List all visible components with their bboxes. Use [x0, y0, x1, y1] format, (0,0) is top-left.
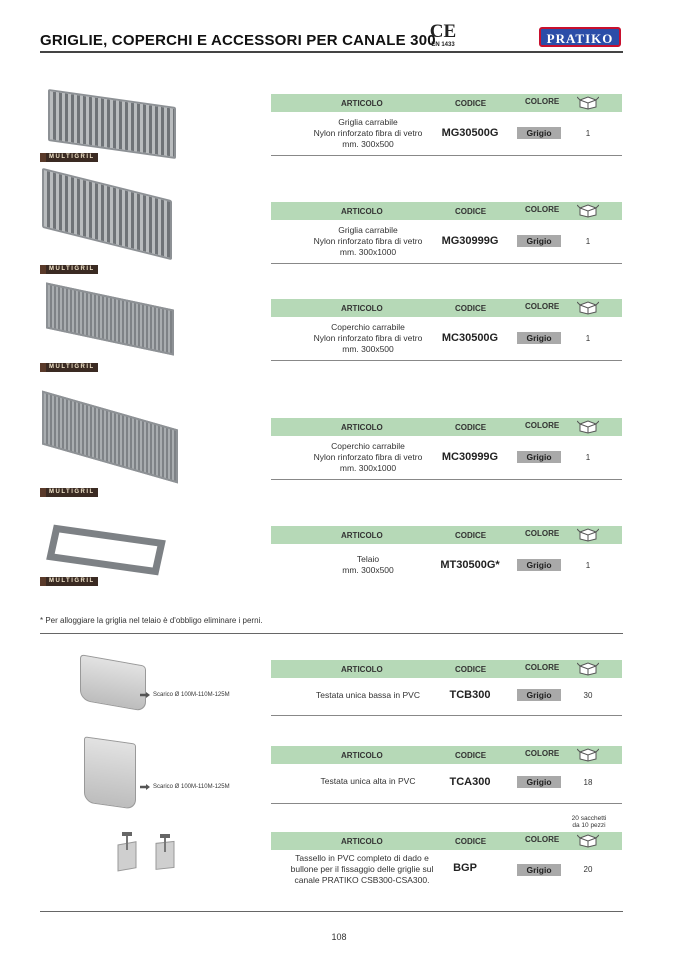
product-table: [271, 526, 622, 588]
package-note: 20 sacchetti da 10 pezzi: [571, 815, 607, 829]
product-code: TCB300: [449, 689, 491, 701]
product-code: MC30500G: [441, 332, 499, 344]
multigril-badge: MULTIGRIL: [40, 153, 98, 162]
ce-mark: CE: [429, 21, 457, 42]
product-description: Coperchio carrabile Nylon rinforzato fibra di vetro mm. 300x500: [313, 322, 423, 354]
col-codice: CODICE: [455, 531, 487, 540]
multigril-badge: MULTIGRIL: [40, 363, 98, 372]
col-articolo: ARTICOLO: [341, 304, 383, 313]
quantity: 1: [585, 561, 591, 570]
product-image-grate-500: [48, 89, 176, 159]
color-badge: Grigio: [517, 332, 561, 344]
col-articolo: ARTICOLO: [341, 751, 383, 760]
page-number: 108: [331, 932, 347, 942]
section-divider: [40, 633, 623, 634]
col-codice: CODICE: [455, 837, 487, 846]
scarico-label: Scarico Ø 100M-110M-125M: [140, 692, 230, 698]
table-header: [271, 832, 622, 850]
product-code: MG30500G: [441, 127, 499, 139]
col-colore: COLORE: [525, 529, 560, 538]
ce-mark-logo: [426, 22, 460, 49]
brand-logo: PRATIKO: [539, 27, 621, 47]
quantity: 18: [583, 778, 593, 787]
product-image-frame: [46, 525, 166, 576]
col-articolo: ARTICOLO: [341, 207, 383, 216]
color-badge: Grigio: [517, 864, 561, 876]
product-description: Telaio mm. 300x500: [342, 554, 394, 575]
multigril-badge: MULTIGRIL: [40, 488, 98, 497]
col-articolo: ARTICOLO: [341, 837, 383, 846]
product-description: Griglia carrabile Nylon rinforzato fibra di vetro mm. 300x1000: [313, 225, 423, 257]
col-codice: CODICE: [455, 751, 487, 760]
quantity: 20: [583, 865, 593, 874]
box-icon: [577, 833, 599, 848]
col-codice: CODICE: [455, 207, 487, 216]
product-code: TCA300: [449, 776, 491, 788]
color-badge: Grigio: [517, 451, 561, 463]
accessory-table: [271, 746, 622, 804]
col-colore: COLORE: [525, 663, 560, 672]
quantity: 1: [585, 453, 591, 462]
footnote: * Per alloggiare la griglia nel telaio è d'obbligo eliminare i perni.: [40, 616, 263, 625]
col-codice: CODICE: [455, 304, 487, 313]
box-icon: [577, 95, 599, 110]
box-icon: [577, 747, 599, 762]
product-code: MG30999G: [441, 235, 499, 247]
table-row: [271, 220, 622, 264]
color-badge: Grigio: [517, 559, 561, 571]
box-icon: [577, 300, 599, 315]
col-codice: CODICE: [455, 665, 487, 674]
accessory-table: [271, 832, 622, 890]
product-description: Tassello in PVC completo di dado e bullone per il fissaggio delle griglie sul canale PRATIKO CSB300-CSA300.: [290, 853, 434, 885]
ce-norm: EN 1433: [431, 42, 455, 48]
table-row: [271, 850, 622, 890]
table-header: [271, 94, 622, 112]
header-divider: [40, 51, 623, 53]
col-colore: COLORE: [525, 835, 560, 844]
accessory-image-tassello: [112, 832, 192, 878]
box-icon: [577, 527, 599, 542]
accessory-table: [271, 660, 622, 716]
arrow-right-icon: [140, 784, 150, 790]
product-code: MT30500G*: [440, 559, 500, 571]
col-articolo: ARTICOLO: [341, 531, 383, 540]
color-badge: Grigio: [517, 127, 561, 139]
col-articolo: ARTICOLO: [341, 99, 383, 108]
col-colore: COLORE: [525, 205, 560, 214]
table-header: [271, 202, 622, 220]
table-header: [271, 299, 622, 317]
col-colore: COLORE: [525, 97, 560, 106]
quantity: 1: [585, 334, 591, 343]
table-row: [271, 764, 622, 804]
table-header: [271, 660, 622, 678]
page-title: GRIGLIE, COPERCHI E ACCESSORI PER CANALE 300: [40, 32, 436, 49]
multigril-badge: MULTIGRIL: [40, 265, 98, 274]
accessory-image-testata-bassa: [80, 654, 146, 712]
col-colore: COLORE: [525, 421, 560, 430]
table-header: [271, 418, 622, 436]
table-row: [271, 678, 622, 716]
col-colore: COLORE: [525, 749, 560, 758]
product-image-grate-1000: [42, 168, 172, 260]
product-description: Testata unica bassa in PVC: [316, 690, 420, 700]
table-row: [271, 436, 622, 480]
color-badge: Grigio: [517, 689, 561, 701]
color-badge: Grigio: [517, 235, 561, 247]
table-row: [271, 112, 622, 156]
col-codice: CODICE: [455, 99, 487, 108]
quantity: 1: [585, 237, 591, 246]
arrow-right-icon: [140, 692, 150, 698]
scarico-label: Scarico Ø 100M-110M-125M: [140, 784, 230, 790]
col-codice: CODICE: [455, 423, 487, 432]
product-image-cover-1000: [42, 391, 178, 484]
box-icon: [577, 419, 599, 434]
product-table: [271, 418, 622, 480]
footer-divider: [40, 911, 623, 912]
product-table: [271, 202, 622, 264]
product-table: [271, 299, 622, 361]
quantity: 30: [583, 691, 593, 700]
multigril-badge: MULTIGRIL: [40, 577, 98, 586]
accessory-image-testata-alta: [84, 736, 136, 809]
box-icon: [577, 203, 599, 218]
col-colore: COLORE: [525, 302, 560, 311]
table-header: [271, 746, 622, 764]
quantity: 1: [585, 129, 591, 138]
table-row: [271, 544, 622, 588]
table-row: [271, 317, 622, 361]
product-table: [271, 94, 622, 156]
product-description: Testata unica alta in PVC: [320, 776, 416, 786]
product-image-cover-500: [46, 282, 174, 355]
product-description: Coperchio carrabile Nylon rinforzato fibra di vetro mm. 300x1000: [313, 441, 423, 473]
color-badge: Grigio: [517, 776, 561, 788]
product-code: MC30999G: [441, 451, 499, 463]
product-description: Griglia carrabile Nylon rinforzato fibra di vetro mm. 300x500: [313, 117, 423, 149]
table-header: [271, 526, 622, 544]
col-articolo: ARTICOLO: [341, 423, 383, 432]
box-icon: [577, 661, 599, 676]
product-code: BGP: [453, 862, 477, 874]
col-articolo: ARTICOLO: [341, 665, 383, 674]
